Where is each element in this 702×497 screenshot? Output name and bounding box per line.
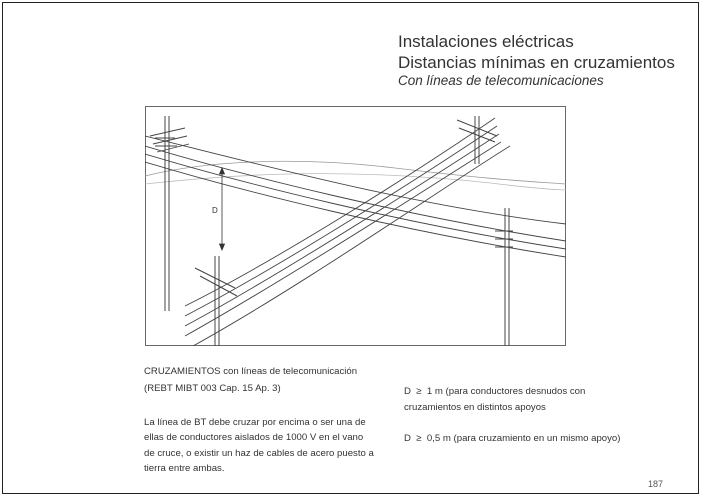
rule-1-text: 1 m (para conductores desnudos con [426, 386, 586, 397]
paragraph-line: tierra entre ambas. [144, 463, 225, 474]
rule-1-line-2: cruzamientos en distintos apoyos [404, 402, 546, 413]
terrain-curve [145, 161, 566, 184]
illustration-frame [146, 107, 566, 346]
dimension-label: D [212, 206, 218, 215]
crossing-illustration [145, 106, 566, 346]
paragraph-line: de cruce, o existir un haz de cables de acero puesto a [144, 448, 374, 459]
page-number: 187 [648, 479, 664, 489]
pole-right [505, 208, 509, 346]
dimension-arrow [220, 168, 225, 250]
rule-2-operator: ≥ [416, 433, 422, 444]
page-title: Instalaciones eléctricas [398, 32, 574, 51]
rule-2-symbol: D [404, 433, 411, 444]
rule-2-text: 0,5 m (para cruzamiento en un mismo apoyo) [426, 433, 621, 444]
page-subsubtitle: Con líneas de telecomunicaciones [398, 73, 604, 88]
rule-1-operator: ≥ [416, 386, 422, 397]
telecom-line [185, 118, 510, 346]
page-subtitle: Distancias mínimas en cruzamientos [398, 53, 675, 72]
paragraph-line: ellas de conductores aislados de 1000 V en el vano [144, 432, 364, 443]
section-title-bold: CRUZAMIENTOS [144, 366, 221, 377]
section-title-rest: con líneas de telecomunicación [220, 366, 358, 377]
pole-left [165, 116, 169, 311]
rule-1-line-1 [404, 384, 585, 400]
paragraph-line: La línea de BT debe cruzar por encima o ser una de [144, 417, 366, 428]
section-reference: (REBT MIBT 003 Cap. 15 Ap. 3) [144, 383, 281, 394]
terrain-curve-2 [145, 174, 566, 190]
section-title [144, 364, 357, 380]
rule-2-line [404, 431, 620, 447]
rule-1-symbol: D [404, 386, 411, 397]
